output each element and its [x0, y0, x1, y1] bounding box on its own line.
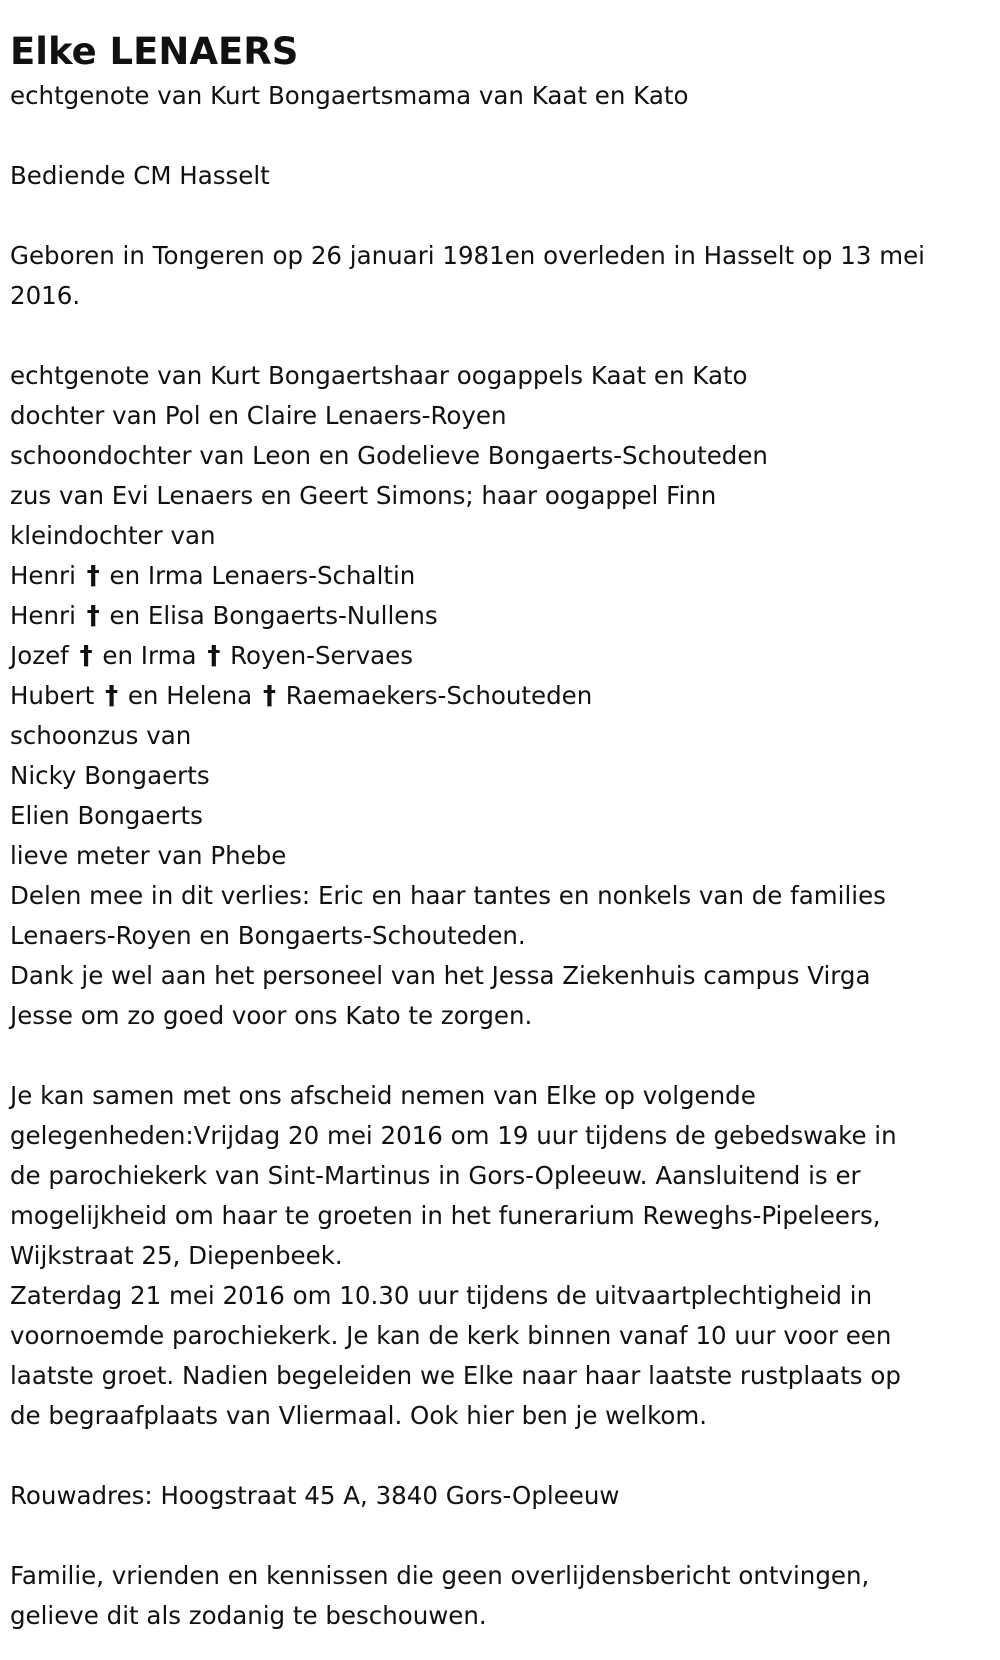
job-line: Bediende CM Hasselt [10, 161, 270, 190]
farewell-line: de begraafplaats van Vliermaal. Ook hier ben je welkom. [10, 1401, 708, 1430]
sister-in-law-heading: schoonzus van [10, 721, 192, 750]
grandparent-name: en Irma [102, 641, 197, 670]
farewell-line: mogelijkheid om haar te groeten in het funerarium Reweghs-Pipeleers, [10, 1201, 881, 1230]
cross-icon: † [79, 641, 93, 671]
share-loss-line-1: Delen mee in dit verlies: Eric en haar tantes en nonkels van de families [10, 881, 886, 910]
daughter-in-law-line: schoondochter van Leon en Godelieve Bongaerts-Schouteden [10, 441, 768, 470]
spacer [10, 1436, 985, 1476]
farewell-line: laatste groet. Nadien begeleiden we Elke naar haar laatste rustplaats op [10, 1361, 901, 1390]
birth-death-line-2: 2016. [10, 281, 81, 310]
granddaughter-heading: kleindochter van [10, 521, 216, 550]
grandparents-line-1 [10, 556, 985, 596]
grandparent-rest: en Irma Lenaers-Schaltin [109, 561, 416, 590]
farewell-line: Je kan samen met ons afscheid nemen van Elke op volgende [10, 1081, 756, 1110]
grandparent-name: Henri [10, 601, 76, 630]
thanks-line-2: Jesse om zo goed voor ons Kato te zorgen. [10, 1001, 533, 1030]
farewell-line: voornoemde parochiekerk. Je kan de kerk binnen vanaf 10 uur voor een [10, 1321, 892, 1350]
spacer [10, 1516, 985, 1556]
cross-icon: † [105, 681, 119, 711]
spacer [10, 116, 985, 156]
spacer [10, 196, 985, 236]
cross-icon: † [262, 681, 276, 711]
cross-icon: † [207, 641, 221, 671]
farewell-line: de parochiekerk van Sint-Martinus in Gors-Opleeuw. Aansluitend is er [10, 1161, 861, 1190]
grandparents-line-3 [10, 636, 985, 676]
sister-in-law-name: Nicky Bongaerts [10, 761, 210, 790]
thanks-line-1: Dank je wel aan het personeel van het Jessa Ziekenhuis campus Virga [10, 961, 871, 990]
grandparent-name: en Helena [127, 681, 253, 710]
spacer [10, 316, 985, 356]
godmother-line: lieve meter van Phebe [10, 841, 287, 870]
daughter-line: dochter van Pol en Claire Lenaers-Royen [10, 401, 507, 430]
cross-icon: † [86, 561, 100, 591]
grandparent-name: Jozef [10, 641, 69, 670]
grandparents-line-4 [10, 676, 985, 716]
cross-icon: † [86, 601, 100, 631]
deceased-name-title: Elke LENAERS [10, 30, 299, 73]
obituary-document [10, 28, 985, 1636]
grandparent-name: Henri [10, 561, 76, 590]
sister-in-law-name: Elien Bongaerts [10, 801, 203, 830]
farewell-line: Wijkstraat 25, Diepenbeek. [10, 1241, 343, 1270]
grandparent-rest: en Elisa Bongaerts-Nullens [109, 601, 438, 630]
farewell-line: Zaterdag 21 mei 2016 om 10.30 uur tijdens de uitvaartplechtigheid in [10, 1281, 873, 1310]
grandparent-name: Hubert [10, 681, 95, 710]
closing-line-2: gelieve dit als zodanig te beschouwen. [10, 1601, 487, 1630]
spacer [10, 1036, 985, 1076]
grandparents-line-2 [10, 596, 985, 636]
subtitle-spouse-mother: echtgenote van Kurt Bongaertsmama van Kaat en Kato [10, 81, 689, 110]
farewell-line: gelegenheden:Vrijdag 20 mei 2016 om 19 uur tijdens de gebedswake in [10, 1121, 897, 1150]
share-loss-line-2: Lenaers-Royen en Bongaerts-Schouteden. [10, 921, 526, 950]
grandparent-rest: Royen-Servaes [230, 641, 414, 670]
grandparent-rest: Raemaekers-Schouteden [285, 681, 593, 710]
birth-death-line-1: Geboren in Tongeren op 26 januari 1981en overleden in Hasselt op 13 mei [10, 241, 925, 270]
spouse-line: echtgenote van Kurt Bongaertshaar oogappels Kaat en Kato [10, 361, 748, 390]
mourning-address: Rouwadres: Hoogstraat 45 A, 3840 Gors-Opleeuw [10, 1481, 620, 1510]
sister-line: zus van Evi Lenaers en Geert Simons; haar oogappel Finn [10, 481, 717, 510]
closing-line-1: Familie, vrienden en kennissen die geen overlijdensbericht ontvingen, [10, 1561, 870, 1590]
